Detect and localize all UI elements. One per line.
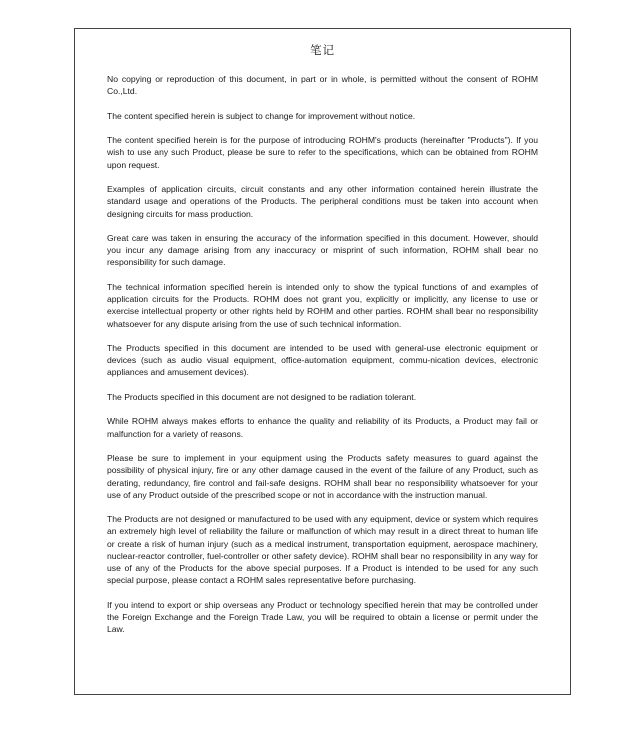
paragraph-change-notice: The content specified herein is subject to change for improvement without notice. bbox=[107, 110, 416, 121]
document-title: 笔记 bbox=[310, 43, 335, 57]
paragraph-intended-use: The Products specified in this document are intended to be used with general-use electronic equipment or devices (such as audio visual equipment, office-automation equipment, commu-nication devices, electronic appliances and amusement devices). bbox=[107, 343, 538, 378]
notice-document-frame bbox=[74, 28, 571, 695]
paragraph-application-examples: Examples of application circuits, circuit constants and any other information contained herein illustrate the standard usage and operations of the Products. The peripheral conditions must be taken into account when designing circuits for mass production. bbox=[107, 184, 538, 219]
paragraph-technical-information: The technical information specified herein is intended only to show the typical functions of and examples of application circuits for the Products. ROHM does not grant you, explicitly or implicitly, any license to use or exercise intellectual property or other rights held by ROHM and other parties. ROHM shall bear no responsibility whatsoever for any dispute arising from the use of such technical information. bbox=[107, 281, 538, 329]
paragraph-export-control: If you intend to export or ship overseas any Product or technology specified herein that may be controlled under the Foreign Exchange and the Foreign Trade Law, you will be required to obtain a license or permit under the Law. bbox=[107, 599, 538, 635]
paragraph-special-purposes: The Products are not designed or manufactured to be used with any equipment, device or system which requires an extremely high level of reliability the failure or malfunction of which may result in a direct threat to human life or create a risk of human injury (such as a medical instrument, transportation equipment, aerospace machinery, nuclear-reactor controller, fuel-controller or other safety device). ROHM shall bear no responsibility in any way for use of any of the Products for the above special purposes. If a Product is intended to be used for any such special purpose, please contact a ROHM sales representative before purchasing. bbox=[107, 514, 538, 586]
paragraph-safety-measures: Please be sure to implement in your equipment using the Products safety measures to guard against the possibility of physical injury, fire or any other damage caused in the event of the failure of any Product, such as derating, redundancy, fire control and fail-safe designs. ROHM shall bear no responsibility whatsoever for your use of any Product outside of the prescribed scope or not in accordance with the instruction manual. bbox=[107, 453, 538, 500]
notice-body bbox=[107, 73, 538, 635]
paragraph-accuracy: Great care was taken in ensuring the accuracy of the information specified in this document. However, should you incur any damage arising from any inaccuracy or misprint of such information, ROHM shall bear no responsibility for such damage. bbox=[107, 233, 538, 268]
paragraph-radiation: The Products specified in this document are not designed to be radiation tolerant. bbox=[107, 391, 417, 402]
paragraph-copyright: No copying or reproduction of this document, in part or in whole, is permitted without the consent of ROHM Co.,Ltd. bbox=[107, 74, 538, 97]
paragraph-purpose: The content specified herein is for the purpose of introducing ROHM's products (hereinafter "Products"). If you wish to use any such Product, please be sure to refer to the specifications, which can be obtained from ROHM upon request. bbox=[107, 135, 538, 170]
paragraph-reliability: While ROHM always makes efforts to enhance the quality and reliability of its Products, a Product may fail or malfunction for a variety of reasons. bbox=[107, 416, 538, 439]
